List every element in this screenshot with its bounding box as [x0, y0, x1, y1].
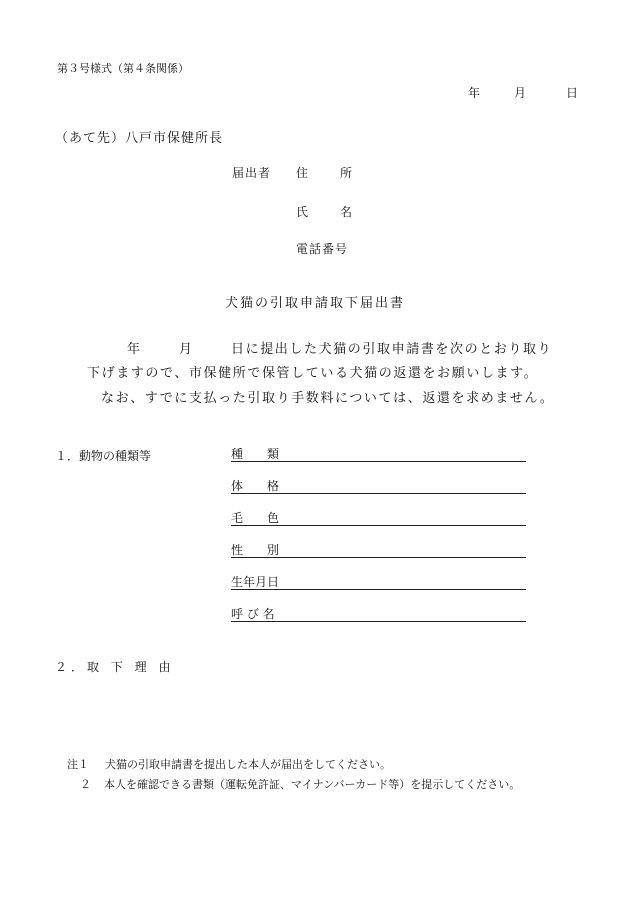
addressee: （あて先）八戸市保健所長	[55, 131, 224, 146]
note-2-text: 本人を確認できる書類（運転免許証、マイナンバーカード等）を提示してください。	[104, 778, 521, 791]
address-label-part1: 住	[296, 166, 309, 180]
note-1-text: 犬猫の引取申請書を提出した本人が届出をしてください。	[105, 758, 391, 771]
date-month-label: 月	[514, 86, 527, 100]
date-year-label: 年	[468, 86, 481, 100]
body-month-label: 月	[179, 342, 194, 357]
body-line-1	[127, 338, 552, 357]
section-2-heading: ２．取 下 理 由	[55, 660, 175, 674]
body-year-label: 年	[127, 342, 142, 357]
name-label-part1: 氏	[296, 205, 309, 219]
name-label-part2: 名	[340, 205, 353, 219]
date-line	[468, 84, 578, 101]
note-1-number: 注１	[67, 758, 89, 771]
field-species[interactable]	[231, 446, 526, 462]
address-label-part2: 所	[340, 166, 353, 180]
notifier-address-label	[296, 164, 352, 181]
note-2-number: ２	[80, 778, 91, 791]
field-pet-name[interactable]	[231, 606, 526, 622]
date-day-label: 日	[566, 86, 579, 100]
field-coat-color[interactable]	[231, 510, 526, 526]
body-line-1-text: 日に提出した犬猫の引取申請書を次のとおり取り	[231, 342, 553, 357]
field-birthdate-label: 生年月日	[231, 575, 280, 589]
field-species-label: 種 類	[231, 447, 280, 461]
notifier-label: 届出者	[232, 166, 272, 180]
section-1-heading: １．動物の種類等	[55, 449, 152, 463]
form-number: 第３号様式（第４条関係）	[57, 62, 189, 75]
document-title: 犬猫の引取申請取下届出書	[224, 296, 405, 311]
field-birthdate[interactable]	[231, 574, 526, 590]
notifier-phone-label: 電話番号	[296, 242, 349, 256]
field-sex-label: 性 別	[231, 543, 280, 557]
body-line-3: なお、すでに支払った引取り手数料については、返還を求めません。	[101, 391, 555, 406]
note-2	[80, 776, 520, 792]
field-build-label: 体 格	[231, 479, 280, 493]
note-1	[67, 756, 391, 772]
field-build[interactable]	[231, 478, 526, 494]
field-sex[interactable]	[231, 542, 526, 558]
field-pet-name-label: 呼 び 名	[231, 607, 275, 621]
body-line-2: 下げますので、市保健所で保管している犬猫の返還をお願いします。	[87, 366, 539, 381]
field-coat-color-label: 毛 色	[231, 511, 280, 525]
notifier-name-label	[296, 203, 352, 220]
